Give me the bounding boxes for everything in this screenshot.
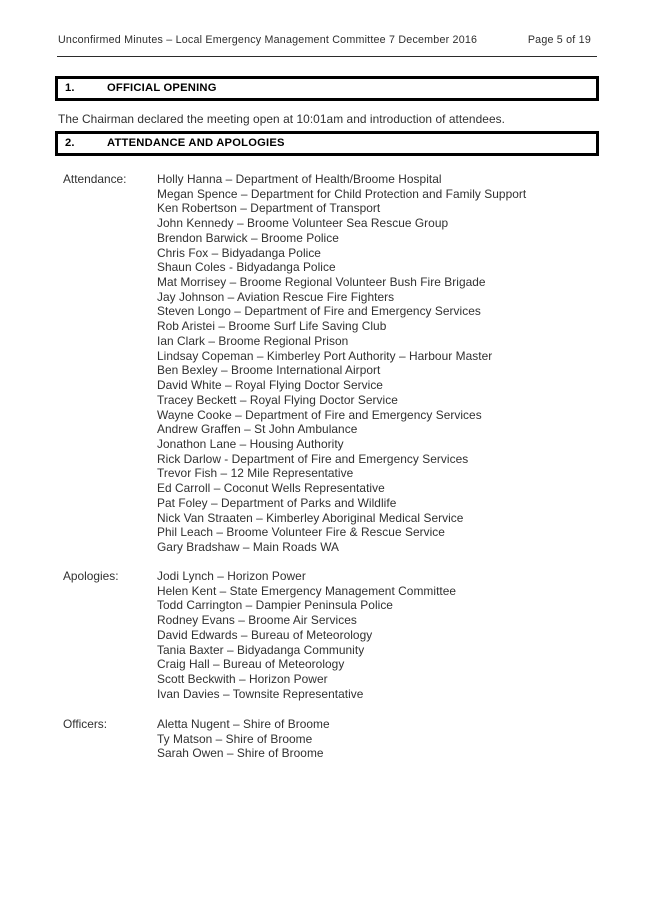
list-item: Jodi Lynch – Horizon Power (157, 569, 306, 583)
list-item: Phil Leach – Broome Volunteer Fire & Rescue Service (157, 525, 445, 540)
list-item: Ivan Davies – Townsite Representative (157, 686, 364, 701)
list-item: Megan Spence – Department for Child Protection and Family Support (157, 186, 527, 201)
list-item: Andrew Graffen – St John Ambulance (157, 422, 358, 437)
list-item: John Kennedy – Broome Volunteer Sea Rescue Group (157, 216, 449, 231)
list-item: Wayne Cooke – Department of Fire and Emergency Services (157, 407, 482, 422)
list-item: Pat Foley – Department of Parks and Wildlife (157, 495, 397, 510)
section-title: ATTENDANCE AND APOLOGIES (107, 137, 285, 149)
list-item: Aletta Nugent – Shire of Broome (157, 717, 330, 731)
header-title-text: Unconfirmed Minutes – Local Emergency Management Committee 7 December 2016 (58, 34, 478, 46)
list-item: David Edwards – Bureau of Meteorology (157, 627, 373, 642)
list-item: David White – Royal Flying Doctor Service (157, 378, 383, 393)
list-item: Rob Aristei – Broome Surf Life Saving Club (157, 319, 387, 334)
list-item: Ben Bexley – Broome International Airport (157, 363, 381, 378)
list-item: Gary Bradshaw – Main Roads WA (157, 539, 340, 554)
attendance-list (157, 172, 603, 555)
list-item: Jonathon Lane – Housing Authority (157, 436, 344, 451)
list-item: Todd Carrington – Dampier Peninsula Police (157, 598, 393, 613)
list-item: Brendon Barwick – Broome Police (157, 230, 339, 245)
opening-paragraph: The Chairman declared the meeting open at 10:01am and introduction of attendees. (58, 112, 505, 126)
list-item: Craig Hall – Bureau of Meteorology (157, 657, 345, 672)
page-running-header (57, 34, 597, 57)
list-item: Shaun Coles - Bidyadanga Police (157, 260, 336, 275)
list-item: Ian Clark – Broome Regional Prison (157, 333, 349, 348)
list-item: Trevor Fish – 12 Mile Representative (157, 466, 354, 481)
list-item: Lindsay Copeman – Kimberley Port Authority – Harbour Master (157, 348, 493, 363)
group-label: Attendance: (63, 172, 127, 186)
list-item: Nick Van Straaten – Kimberley Aboriginal Medical Service (157, 510, 464, 525)
list-item: Ty Matson – Shire of Broome (157, 731, 313, 746)
section-number: 2. (65, 137, 75, 149)
list-item: Tania Baxter – Bidyadanga Community (157, 642, 365, 657)
list-item: Rick Darlow - Department of Fire and Emergency Services (157, 451, 469, 466)
section-heading-attendance-and-apologies (57, 133, 597, 154)
section-title: OFFICIAL OPENING (107, 82, 217, 94)
officers-list (157, 717, 603, 761)
group-label: Officers: (63, 717, 108, 731)
apologies-list (157, 569, 603, 701)
list-item: Rodney Evans – Broome Air Services (157, 613, 357, 628)
list-item: Mat Morrisey – Broome Regional Volunteer Bush Fire Brigade (157, 275, 486, 290)
list-item: Sarah Owen – Shire of Broome (157, 746, 324, 761)
list-item: Ed Carroll – Coconut Wells Representative (157, 481, 385, 496)
list-item: Holly Hanna – Department of Health/Broome Hospital (157, 172, 442, 186)
header-page-number: Page 5 of 19 (527, 34, 591, 46)
list-item: Helen Kent – State Emergency Management Committee (157, 583, 457, 598)
list-item: Scott Beckwith – Horizon Power (157, 672, 328, 687)
list-item: Chris Fox – Bidyadanga Police (157, 245, 321, 260)
section-heading-official-opening (57, 78, 597, 99)
list-item: Steven Longo – Department of Fire and Emergency Services (157, 304, 481, 319)
list-item: Tracey Beckett – Royal Flying Doctor Service (157, 392, 398, 407)
list-item: Ken Robertson – Department of Transport (157, 201, 381, 216)
group-label: Apologies: (63, 569, 119, 583)
list-item: Jay Johnson – Aviation Rescue Fire Fighters (157, 289, 395, 304)
section-number: 1. (65, 82, 75, 94)
